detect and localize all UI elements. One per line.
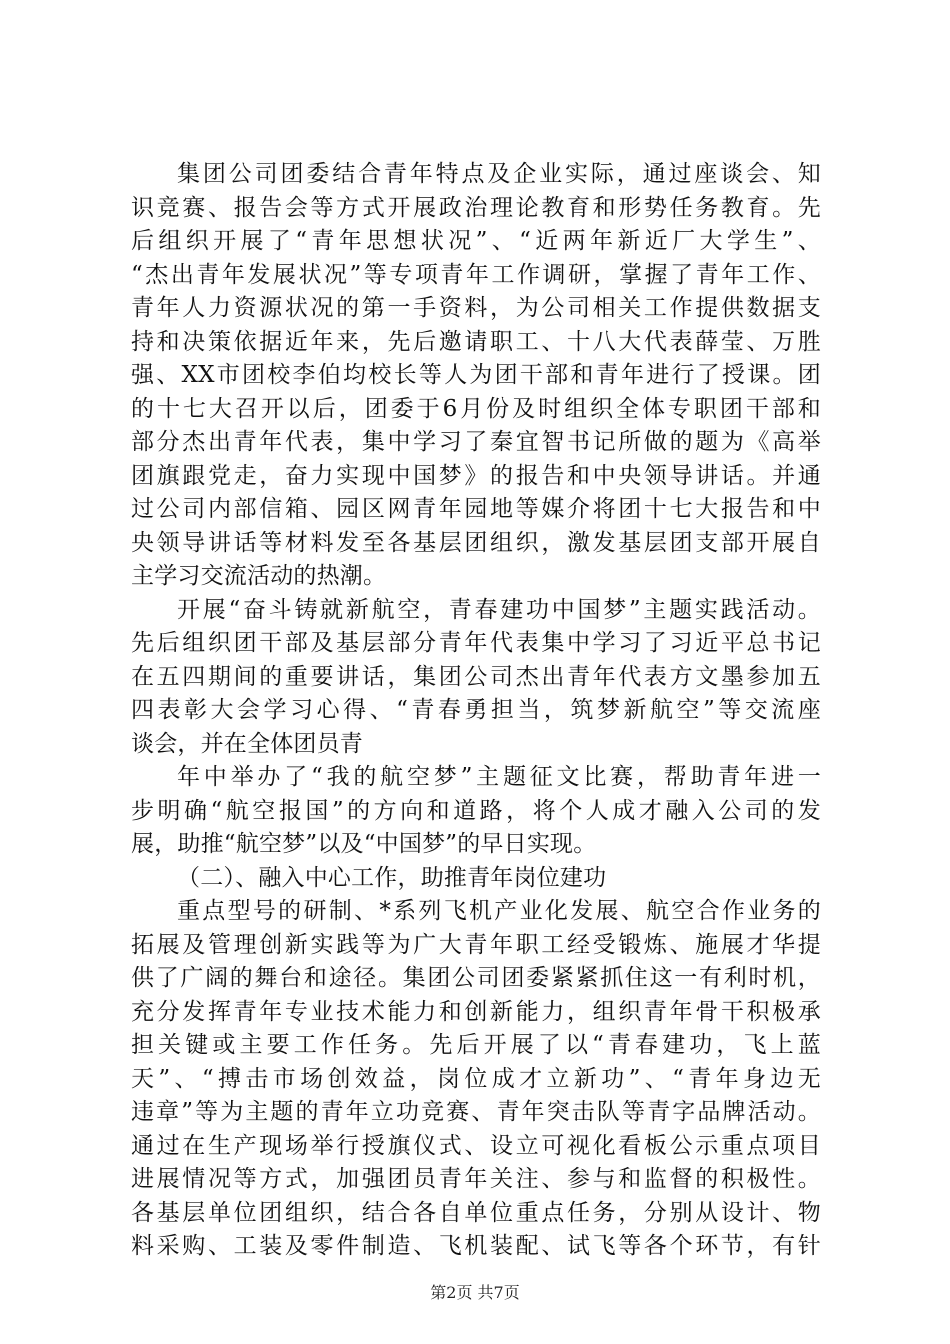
document-body [131,158,821,1264]
text-line: “杰出青年发展状况”等专项青年工作调研，掌握了青年工作、 [131,261,821,288]
text-line: 开展“奋斗铸就新航空，青春建功中国梦”主题实践活动。 [177,596,821,623]
text-line: （二）、融入中心工作，助推青年岗位建功 [177,864,607,891]
text-line: 通过在生产现场举行授旗仪式、设立可视化看板公示重点项目 [131,1132,821,1159]
text-line: 担关键或主要工作任务。先后开展了以“青春建功，飞上蓝 [131,1032,821,1058]
text-line: 进展情况等方式，加强团员青年关注、参与和监督的积极性。 [131,1166,821,1192]
text-line: 的十七大召开以后，团委于6月份及时组织全体专职团干部和 [131,395,821,422]
text-line: 识竞赛、报告会等方式开展政治理论教育和形势任务教育。先 [131,194,821,221]
text-line: 持和决策依据近年来，先后邀请职工、十八大代表薛莹、万胜 [131,328,821,355]
text-line: 供了广阔的舞台和途径。集团公司团委紧紧抓住这一有利时机， [131,965,821,991]
text-line: 步明确“航空报国”的方向和道路，将个人成才融入公司的发 [131,797,821,824]
text-line: 强、XX市团校李伯均校长等人为团干部和青年进行了授课。团 [131,362,821,388]
text-line: 青年人力资源状况的第一手资料，为公司相关工作提供数据支 [131,295,821,321]
text-line: 各基层单位团组织，结合各自单位重点任务，分别从设计、物 [131,1199,821,1226]
text-line: 集团公司团委结合青年特点及企业实际，通过座谈会、知 [177,161,821,187]
text-line: 充分发挥青年专业技术能力和创新能力，组织青年骨干积极承 [131,998,821,1025]
text-line: 谈会，并在全体团员青 [131,730,363,757]
text-line: 后组织开展了“青年思想状况”、“近两年新近厂大学生”、 [131,228,821,254]
text-line: 四表彰大会学习心得、“青春勇担当，筑梦新航空”等交流座 [131,697,821,723]
text-line: 先后组织团干部及基层部分青年代表集中学习了习近平总书记 [131,630,821,656]
text-line: 违章”等为主题的青年立功竞赛、青年突击队等青字品牌活动。 [131,1099,821,1125]
text-line: 料采购、工装及零件制造、飞机装配、试飞等各个环节，有针 [131,1233,821,1259]
text-line: 过公司内部信箱、园区网青年园地等媒介将团十七大报告和中 [131,496,821,522]
text-line: 部分杰出青年代表，集中学习了秦宜智书记所做的题为《高举 [131,429,821,455]
text-line: 重点型号的研制、*系列飞机产业化发展、航空合作业务的 [177,898,821,924]
text-line: 主学习交流活动的热潮。 [131,563,387,589]
text-line: 年中举办了“我的航空梦”主题征文比赛，帮助青年进一 [177,764,821,790]
text-line: 团旗跟党走，奋力实现中国梦》的报告和中央领导讲话。并通 [131,462,821,489]
text-line: 拓展及管理创新实践等为广大青年职工经受锻炼、施展才华提 [131,931,821,958]
text-line: 在五四期间的重要讲话，集团公司杰出青年代表方文墨参加五 [131,663,821,690]
text-line: 展，助推“航空梦”以及“中国梦”的早日实现。 [131,831,597,857]
text-line: 央领导讲话等材料发至各基层团组织，激发基层团支部开展自 [131,529,821,556]
text-line: 天”、“搏击市场创效益，岗位成才立新功”、“青年身边无 [131,1065,821,1092]
page-number-footer: 第2页 共7页 [430,1283,520,1302]
